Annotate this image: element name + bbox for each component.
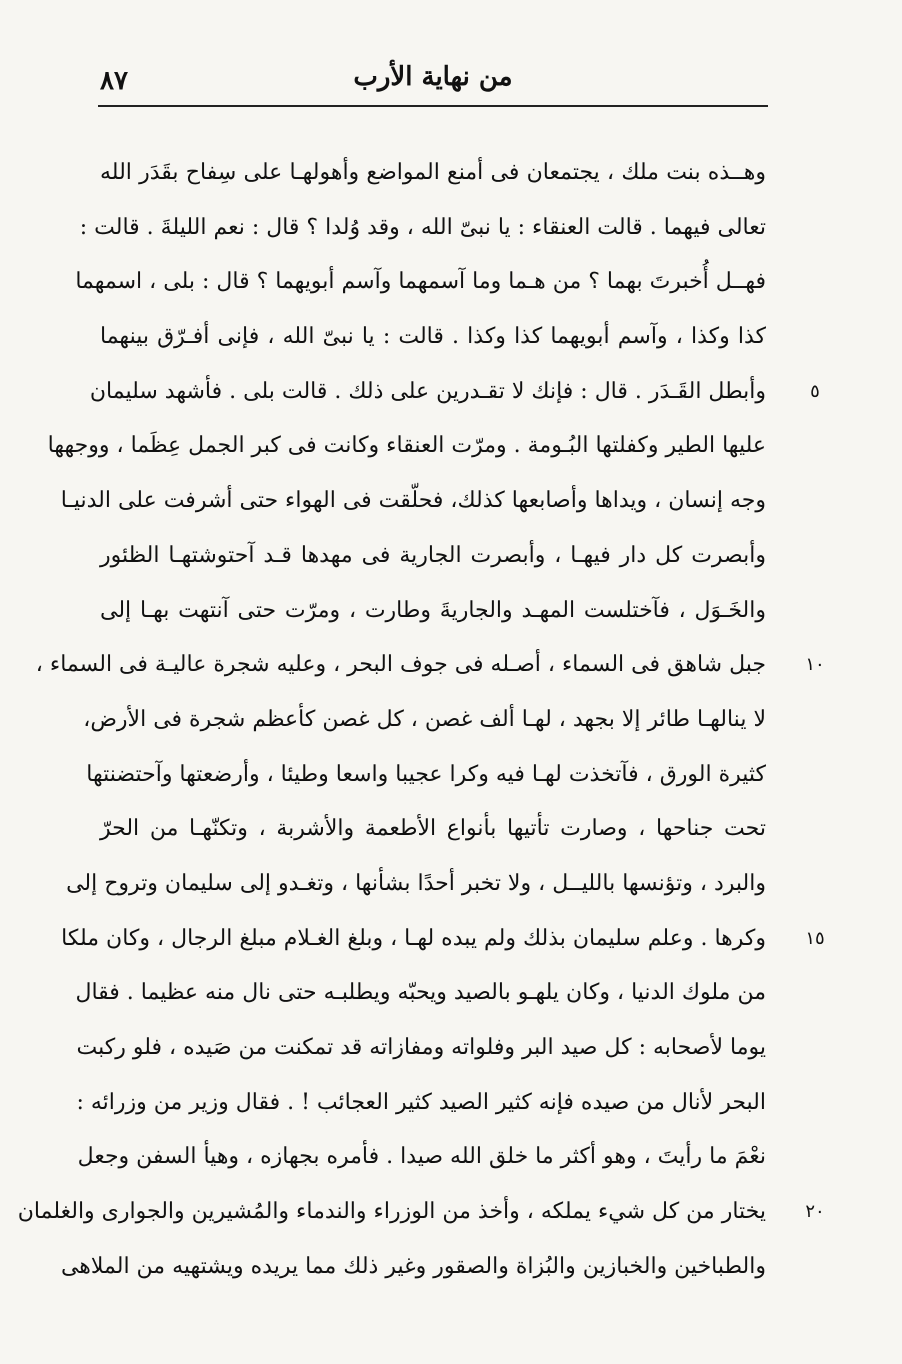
- text-line: وأبطل القَـدَر . قال : فإنك لا تقـدرين على ذلك . قالت بلى . فأشهد سليمان: [89, 378, 766, 404]
- header-rule: [98, 105, 768, 107]
- text-line: تحت جناحها ، وصارت تأتيها بأنواع الأطعمة والأشربة ، وتكنّهـا من الحرّ: [100, 816, 766, 842]
- page-header: [100, 58, 766, 106]
- text-line: جبل شاهق فى السماء ، أصـله فى جوف البحر ، وعليه شجرة عاليـة فى السماء ،: [35, 652, 766, 678]
- text-line: من ملوك الدنيا ، وكان يلهـو بالصيد ويحبّه ويطلبـه حتى نال منه عظيما . فقال: [75, 980, 766, 1006]
- margin-line-number: ٢٠: [805, 1201, 825, 1223]
- text-line: وأبصرت كل دار فيهـا ، وأبصرت الجارية فى مهدها قـد آحتوشتهـا الظئور: [100, 542, 766, 568]
- margin-line-number: ٥: [810, 380, 820, 402]
- body-text: [17, 146, 766, 1294]
- text-line: وجه إنسان ، ويداها وأصابعها كذلك، فحلّقت فى الهواء حتى أشرفت على الدنيـا: [60, 488, 766, 514]
- text-line: عليها الطير وكفلتها البُـومة . ومرّت العنقاء وكانت فى كبر الجمل عِظَما ، ووجهها: [47, 433, 766, 459]
- text-line: تعالى فيهما . قالت العنقاء : يا نبىّ الله ، وقد وُلدا ؟ قال : نعم الليلةَ . قالت :: [79, 214, 766, 240]
- text-line: وهــذه بنت ملك ، يجتمعان فى أمنع المواضع وأهولهـا على سِفاح بقَدَر الله: [100, 160, 766, 185]
- text-line: وكرها . وعلم سليمان بذلك ولم يبده لهـا ، وبلغ الغـلام مبلغ الرجال ، وكان ملكا: [61, 925, 766, 951]
- text-line: نعْمَ ما رأيتَ ، وهو أكثر ما خلق الله صيدا . فأمره بجهازه ، وهيأ السفن وجعل: [77, 1144, 766, 1170]
- text-line: لا ينالهـا طائر إلا بجهد ، لهـا ألف غصن ، كل غصن كأعظم شجرة فى الأرض،: [83, 706, 766, 732]
- text-line: فهــل أُخبرتَ بهما ؟ من هـما وما آسمهما وآسم أبويهما ؟ قال : بلى ، اسمهما: [75, 269, 766, 295]
- text-line: كثيرة الورق ، فآتخذت لهـا فيه وكرا عجيبا واسعا وطيئا ، وأرضعتها وآحتضنتها: [86, 761, 766, 787]
- page-number: ٨٧: [100, 66, 128, 96]
- margin-line-number: ١٥: [805, 927, 825, 949]
- text-line: يختار من كل شيء يملكه ، وأخذ من الوزراء والندماء والمُشيرين والجوارى والغلمان: [17, 1199, 766, 1225]
- text-line: والطباخين والخبازين والبُزاة والصقور وغير ذلك مما يريده ويشتهيه من الملاهى: [60, 1253, 766, 1279]
- text-line: والخَـوَل ، فآختلست المهـد والجاريةَ وطارت ، ومرّت حتى آنتهت بهـا إلى: [100, 597, 766, 623]
- running-title: من نهاية الأرب: [353, 62, 513, 92]
- margin-line-number: ١٠: [805, 654, 825, 676]
- text-line: كذا وكذا ، وآسم أبويهما كذا وكذا . قالت : يا نبىّ الله ، فإنى أفـرّق بينهما: [100, 324, 766, 350]
- text-line: يوما لأصحابه : كل صيد البر وفلواته ومفازاته قد تمكنت من صَيده ، فلو ركبت: [76, 1035, 766, 1060]
- text-line: والبرد ، وتؤنسها بالليــل ، ولا تخبر أحدًا بشأنها ، وتغـدو إلى سليمان وتروح إلى: [66, 870, 766, 896]
- text-line: البحر لأنال من صيده فإنه كثير الصيد كثير العجائب ! . فقال وزير من وزرائه :: [76, 1089, 766, 1115]
